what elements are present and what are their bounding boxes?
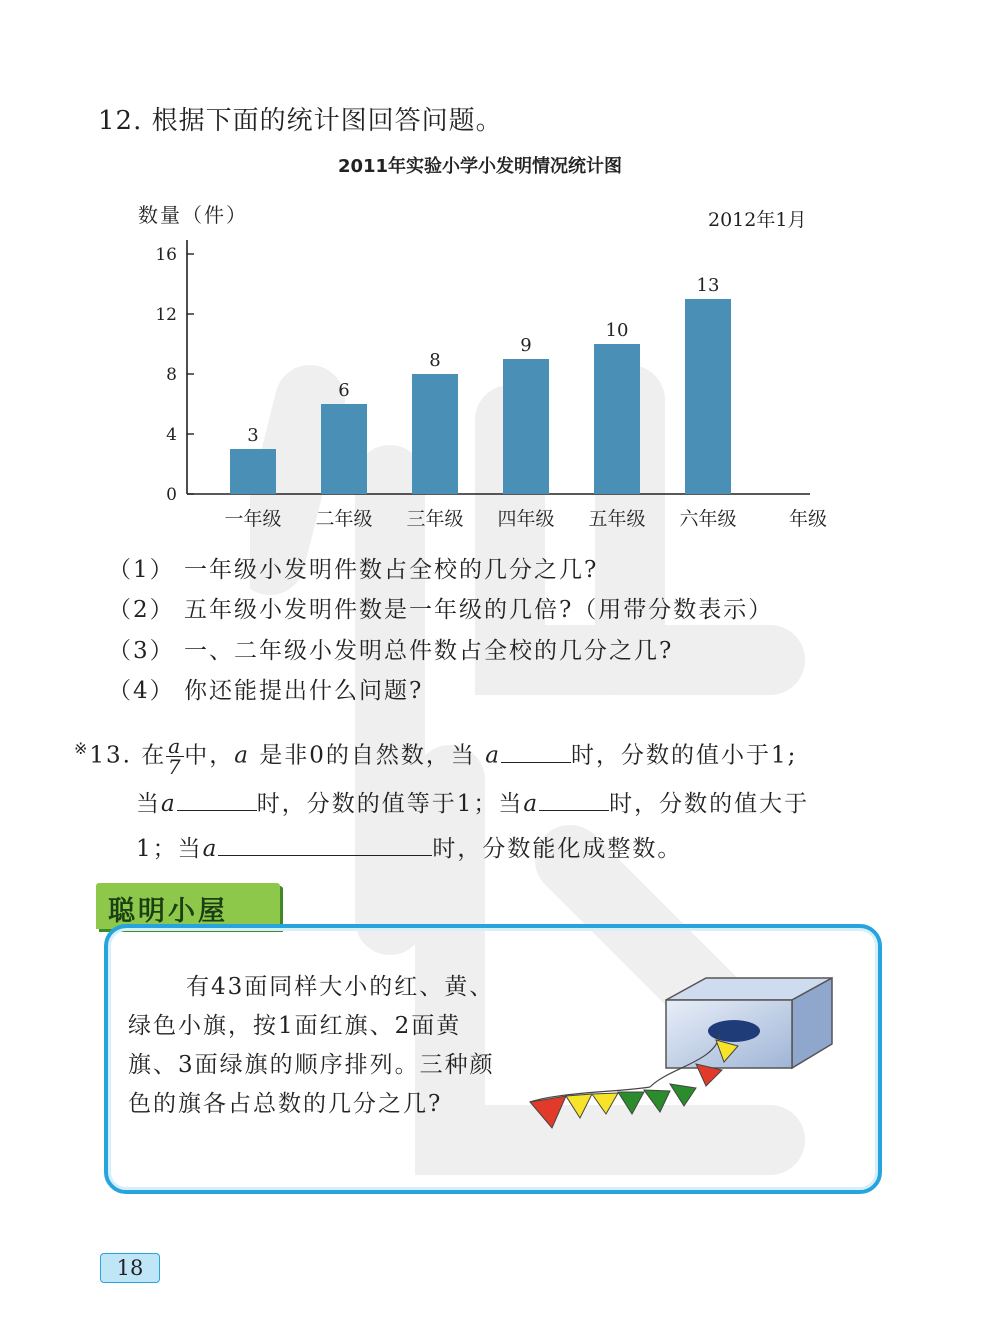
fraction-numerator: a	[168, 734, 183, 758]
chart-y-axis-label: 数量（件）	[138, 203, 248, 227]
q13-text-2: 是非0的自然数，当	[259, 742, 476, 769]
fraction-denominator: 7	[167, 755, 183, 779]
page-number: 18	[100, 1253, 160, 1283]
flag-box-illustration	[520, 972, 840, 1142]
note-mark: ※	[74, 738, 90, 758]
y-tick-label: 12	[155, 305, 177, 325]
q13-text-1: 中，	[184, 742, 235, 769]
fraction-a-over-7	[166, 736, 184, 777]
bar	[230, 449, 276, 494]
question-13-line-2	[136, 785, 809, 818]
chart-title: 2011年实验小学小发明情况统计图	[337, 156, 623, 177]
smart-house-title: 聪明小屋	[108, 896, 228, 927]
question-12-title: 12. 根据下面的统计图回答问题。	[98, 106, 503, 136]
bar-value-label: 9	[520, 335, 532, 356]
q13-text-4: 当	[136, 791, 161, 817]
bar	[321, 404, 367, 494]
variable-a: a	[234, 742, 250, 769]
bar	[412, 374, 458, 494]
chart-date: 2012年1月	[708, 209, 807, 231]
q13-text-6: 时，分数的值大于	[609, 791, 810, 817]
variable-a: a	[202, 836, 219, 862]
question-13-line-3	[136, 830, 682, 863]
x-axis-label: 年级	[788, 508, 828, 530]
bar-value-label: 6	[338, 380, 350, 401]
x-category-label: 四年级	[497, 508, 555, 530]
smart-house-text	[128, 968, 508, 1124]
y-tick-label: 16	[155, 245, 177, 265]
smart-house-problem: 有43面同样大小的红、黄、绿色小旗，按1面红旗、2面黄旗、3面绿旗的顺序排列。三种颜色的旗各占总数的几分之几?	[128, 974, 495, 1117]
question-13-number: 13. 在	[89, 742, 167, 769]
question-12-4: （4） 你还能提出什么问题?	[108, 678, 424, 704]
answer-blank-1[interactable]	[501, 742, 571, 763]
y-tick-label: 4	[166, 425, 177, 445]
bar-chart	[130, 230, 850, 540]
question-12-3: （3） 一、二年级小发明总件数占全校的几分之几?	[108, 638, 674, 664]
answer-blank-3[interactable]	[539, 790, 609, 811]
bar-value-label: 8	[429, 350, 441, 371]
x-category-label: 二年级	[315, 508, 373, 530]
x-category-label: 六年级	[679, 508, 737, 530]
q13-text-3: 时，分数的值小于1;	[570, 742, 798, 769]
variable-a: a	[485, 742, 501, 769]
variable-a: a	[161, 791, 177, 817]
x-category-label: 三年级	[406, 508, 464, 530]
x-category-label: 五年级	[588, 508, 646, 530]
bar-value-label: 13	[696, 275, 720, 296]
bar	[685, 299, 731, 494]
bar	[503, 359, 549, 494]
q13-text-5: 时，分数的值等于1；当	[256, 791, 524, 817]
answer-blank-4[interactable]	[218, 835, 432, 856]
bar-value-label: 10	[605, 320, 629, 341]
answer-blank-2[interactable]	[177, 790, 257, 811]
q13-text-8: 时，分数能化成整数。	[432, 836, 683, 862]
q13-text-7: 1；当	[136, 836, 203, 862]
bar-value-label: 3	[247, 425, 259, 446]
y-tick-label: 8	[166, 365, 177, 385]
question-12-1: （1） 一年级小发明件数占全校的几分之几?	[108, 557, 599, 583]
question-12-2: （2） 五年级小发明件数是一年级的几倍?（用带分数表示）	[108, 597, 774, 623]
x-category-label: 一年级	[224, 508, 282, 530]
bar	[594, 344, 640, 494]
variable-a: a	[523, 791, 540, 817]
question-13-line-1	[74, 736, 797, 777]
y-tick-label: 0	[166, 485, 177, 505]
